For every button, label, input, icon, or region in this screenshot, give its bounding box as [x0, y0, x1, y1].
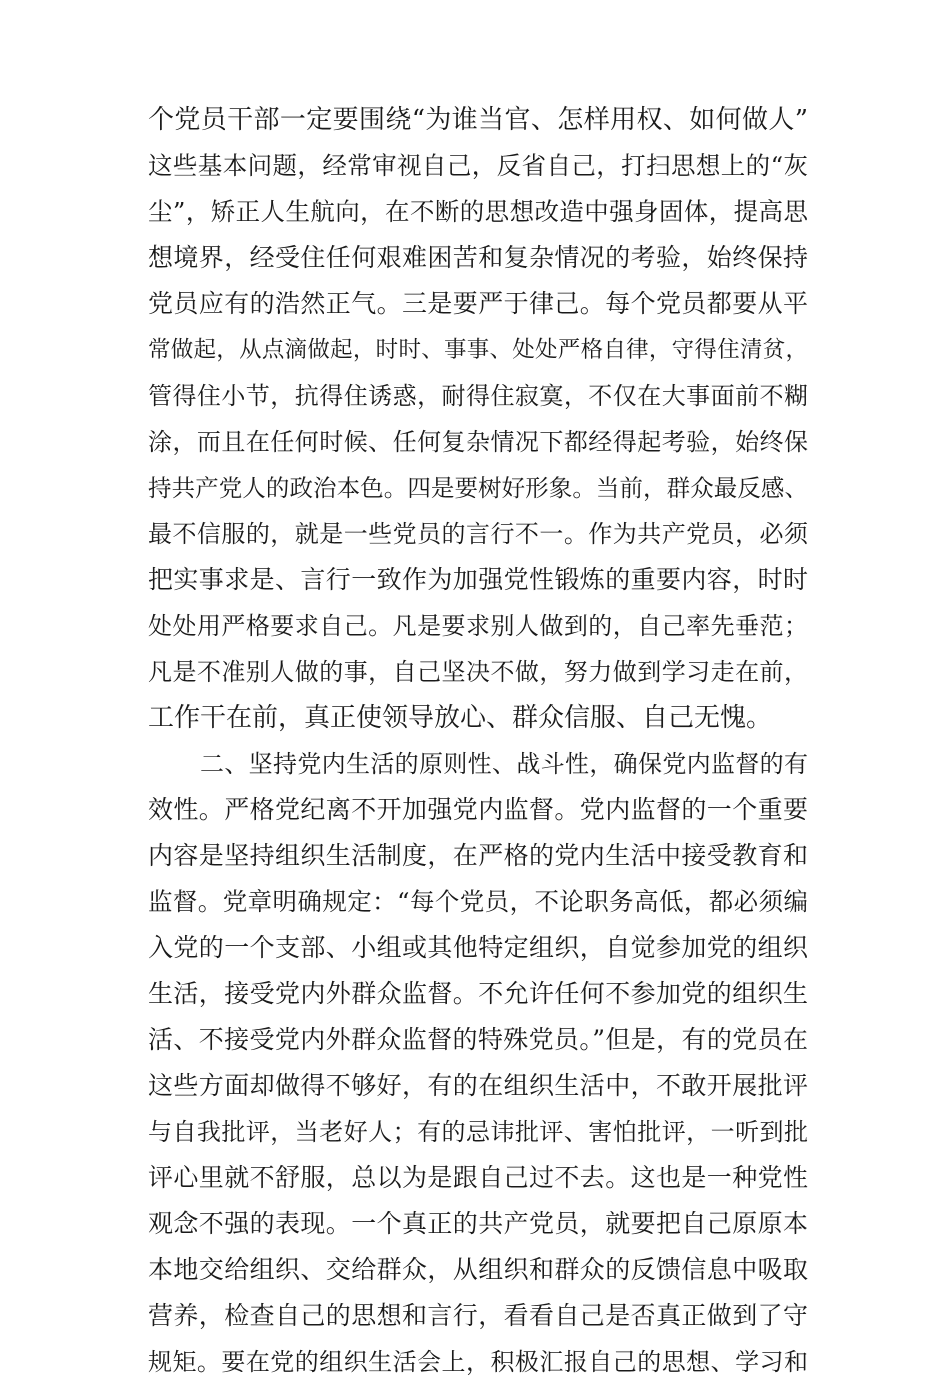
paragraph-end-line: 工作干在前，真正使领导放心、群众信服、自己无愧。 [148, 703, 773, 733]
text-line: 凡是不准别人做的事，自己坚决不做，努力做到学习走在前， [148, 658, 808, 686]
text-line: 活、不接受党内外群众监督的特殊党员。”但是，有的党员在 [148, 1025, 808, 1054]
text-line: 尘”，矫正人生航向，在不断的思想改造中强身固体，提高思 [148, 197, 808, 226]
text-line: 规矩。要在党的组织生活会上，积极汇报自己的思想、学习和 [148, 1348, 808, 1376]
text-line: 管得住小节，抗得住诱惑，耐得住寂寞，不仅在大事面前不糊 [148, 382, 808, 410]
body-text [148, 97, 808, 1385]
text-line: 个党员干部一定要围绕“为谁当官、怎样用权、如何做人” [148, 105, 808, 135]
text-line: 效性。严格党纪离不开加强党内监督。党内监督的一个重要 [148, 795, 808, 824]
text-line: 这些方面却做得不够好，有的在组织生活中，不敢开展批评 [148, 1071, 808, 1100]
text-line: 观念不强的表现。一个真正的共产党员，就要把自己原原本 [148, 1209, 808, 1238]
text-line: 这些基本问题，经常审视自己，反省自己，打扫思想上的“灰 [148, 151, 808, 180]
text-line: 本地交给组织、交给群众，从组织和群众的反馈信息中吸取 [148, 1255, 808, 1284]
text-line: 党员应有的浩然正气。三是要严于律己。每个党员都要从平 [148, 289, 808, 318]
text-line: 监督。党章明确规定：“每个党员，不论职务高低，都必须编 [148, 887, 808, 916]
text-line: 营养，检查自己的思想和言行，看看自己是否真正做到了守 [148, 1301, 808, 1330]
text-line: 生活，接受党内外群众监督。不允许任何不参加党的组织生 [148, 979, 808, 1008]
text-line: 想境界，经受住任何艰难困苦和复杂情况的考验，始终保持 [148, 243, 808, 272]
text-line: 把实事求是、言行一致作为加强党性锻炼的重要内容，时时 [148, 565, 808, 594]
text-line: 入党的一个支部、小组或其他特定组织，自觉参加党的组织 [148, 933, 808, 962]
text-line: 处处用严格要求自己。凡是要求别人做到的，自己率先垂范； [148, 612, 808, 640]
text-line: 内容是坚持组织生活制度，在严格的党内生活中接受教育和 [148, 841, 808, 870]
paragraph-start-line: 二、坚持党内生活的原则性、战斗性，确保党内监督的有 [200, 750, 808, 778]
text-line: 与自我批评，当老好人；有的忌讳批评、害怕批评，一听到批 [148, 1118, 808, 1146]
text-line: 评心里就不舒服，总以为是跟自己过不去。这也是一种党性 [148, 1163, 808, 1192]
text-line: 涂，而且在任何时候、任何复杂情况下都经得起考验，始终保 [148, 428, 808, 456]
text-line: 常做起，从点滴做起，时时、事事、处处严格自律，守得住清贫， [148, 337, 808, 363]
text-line: 最不信服的，就是一些党员的言行不一。作为共产党员，必须 [148, 520, 808, 548]
text-line: 持共产党人的政治本色。四是要树好形象。当前，群众最反感、 [148, 474, 808, 502]
